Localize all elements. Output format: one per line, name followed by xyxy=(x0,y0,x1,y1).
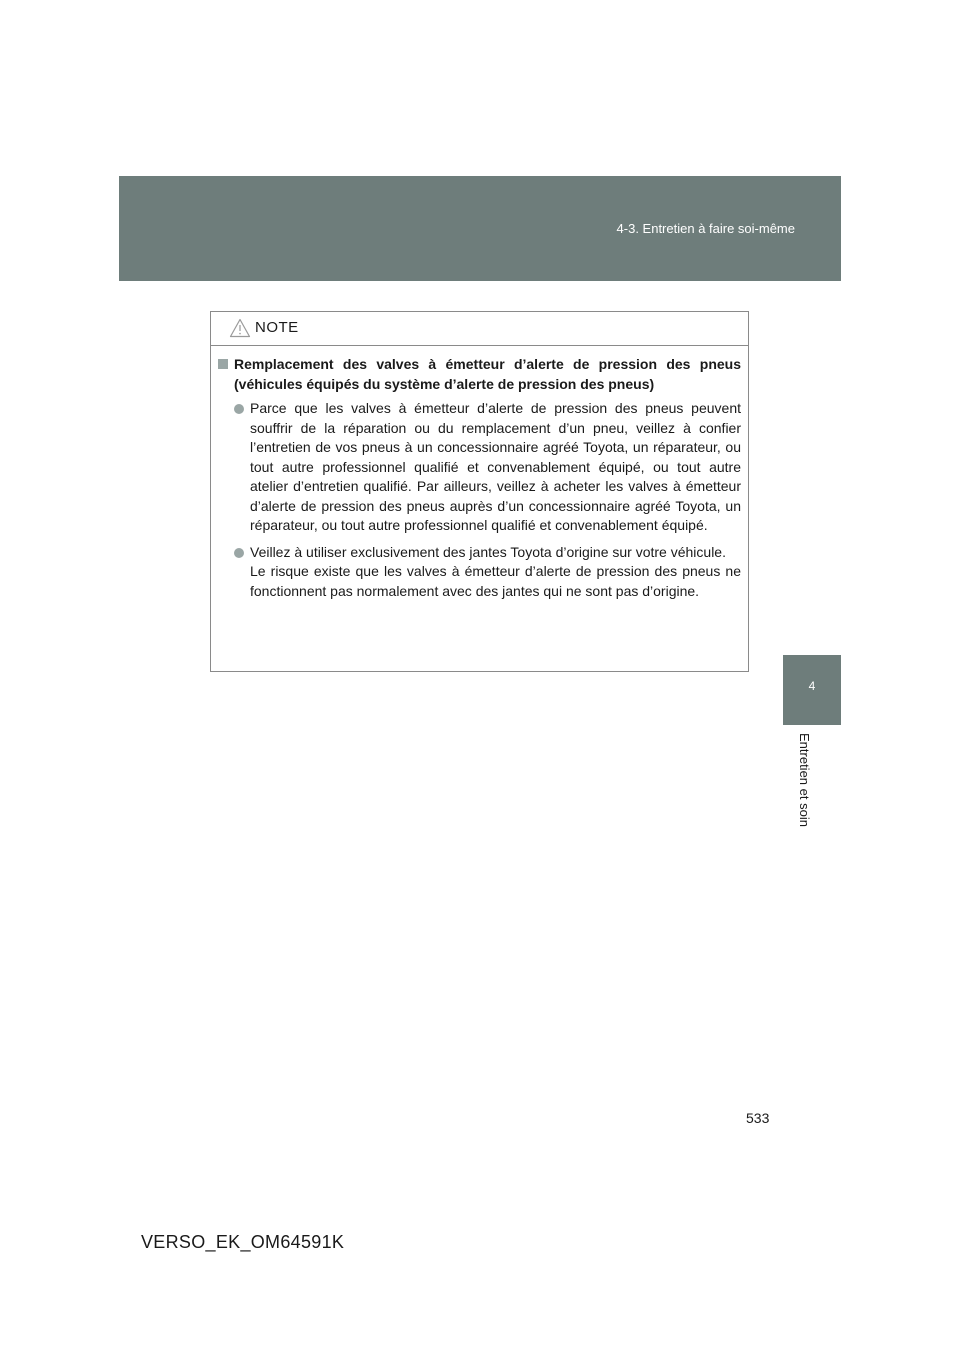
paragraph-text: Parce que les valves à émetteur d’alerte de pression des pneus peuvent souffrir de la réparation ou du remplacement d’un pneu, veillez à confier l’entretien de vos pneus à un concessionnaire agréé Toyota, un réparateur, ou tout autre professionnel qualifié et convenablement équipé, ou tout autre atelier d’entretien qualifié. Par ailleurs, veillez à acheter les valves à émetteur d’alerte de pression des pneus auprès d’un concessionnaire agréé Toyota, un réparateur, ou tout autre professionnel qualifié et convenablement équipé. xyxy=(250,400,741,533)
note-header xyxy=(211,312,748,346)
chapter-number: 4 xyxy=(808,679,816,693)
section-title: 4-3. Entretien à faire soi-même xyxy=(616,221,795,236)
item-heading xyxy=(218,354,741,394)
paragraph-text: Veillez à utiliser exclusivement des jantes Toyota d’origine sur votre véhicule. xyxy=(250,543,726,560)
round-bullet-icon xyxy=(234,548,244,558)
chapter-tab xyxy=(783,655,841,725)
round-bullet-icon xyxy=(234,404,244,414)
warning-triangle-icon xyxy=(229,318,251,338)
note-body xyxy=(211,346,748,601)
document-code: VERSO_EK_OM64591K xyxy=(141,1232,345,1252)
item-heading-text: Remplacement des valves à émetteur d’alerte de pression des pneus (véhicules équipés du système d’alerte de pression des pneus) xyxy=(234,356,741,392)
note-box xyxy=(210,311,749,672)
header-band xyxy=(119,176,841,281)
page-number: 533 xyxy=(746,1110,770,1126)
square-bullet-icon xyxy=(218,359,228,369)
bullet-paragraph xyxy=(218,543,741,602)
note-title: NOTE xyxy=(255,319,299,336)
chapter-label: Entretien et soin xyxy=(797,733,812,827)
paragraph-text: Le risque existe que les valves à émetteur d’alerte de pression des pneus ne fonctionnent pas normalement avec des jantes qui ne sont pas d’origine. xyxy=(250,563,741,599)
bullet-paragraph xyxy=(218,399,741,536)
